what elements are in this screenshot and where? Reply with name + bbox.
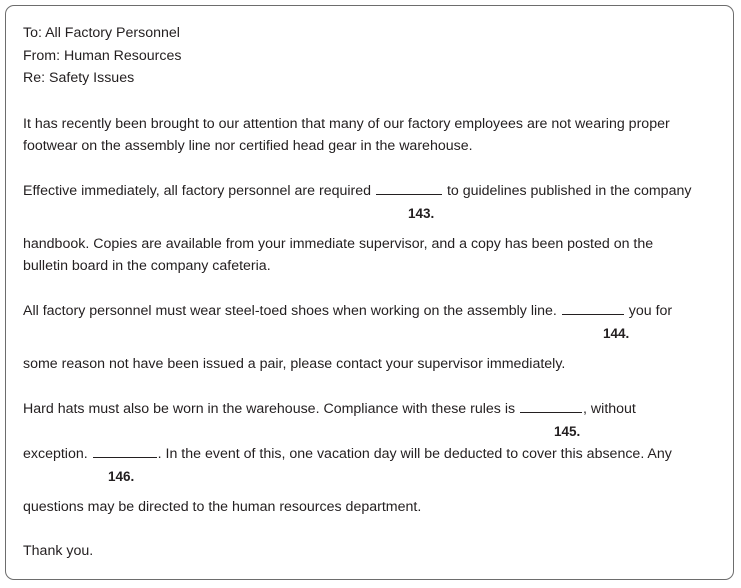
p4-line2 [23, 445, 672, 463]
p2-line1 [23, 182, 691, 200]
memo-from: From: Human Resources [23, 48, 182, 64]
blank-146 [93, 456, 157, 458]
p3-line1-after: you for [628, 303, 673, 319]
memo-frame [5, 5, 734, 580]
memo-to: To: All Factory Personnel [23, 25, 180, 41]
p4-line2-before: exception. [23, 446, 88, 462]
closing: Thank you. [23, 543, 94, 559]
p3-line1-before: All factory personnel must wear steel-toed shoes when working on the assembly line. [23, 303, 557, 319]
p1-line1: It has recently been brought to our attention that many of our factory employees are not wearing proper [23, 116, 670, 132]
p4-line1 [23, 400, 636, 418]
question-144-number: 144. [603, 326, 630, 341]
p3-line2: some reason not have been issued a pair, please contact your supervisor immediately. [23, 356, 566, 372]
p1-line2: footwear on the assembly line nor certified head gear in the warehouse. [23, 138, 473, 154]
blank-143 [376, 193, 442, 195]
question-143-number: 143. [408, 206, 435, 221]
p4-line2-after: . In the event of this, one vacation day will be deducted to cover this absence. Any [157, 446, 672, 462]
p2-line1-before: Effective immediately, all factory personnel are required [23, 183, 372, 199]
memo-re: Re: Safety Issues [23, 70, 135, 86]
p4-line1-before: Hard hats must also be worn in the warehouse. Compliance with these rules is [23, 401, 516, 417]
p2-line1-after: to guidelines published in the company [446, 183, 692, 199]
question-145-number: 145. [554, 424, 581, 439]
blank-144 [562, 313, 624, 315]
p4-line3: questions may be directed to the human resources department. [23, 499, 422, 515]
p3-line1 [23, 302, 672, 320]
question-146-number: 146. [108, 469, 135, 484]
p4-line1-after: , without [583, 401, 636, 417]
p2-line3: bulletin board in the company cafeteria. [23, 258, 271, 274]
blank-145 [520, 411, 582, 413]
p2-line2: handbook. Copies are available from your immediate supervisor, and a copy has been posted on the [23, 236, 654, 252]
